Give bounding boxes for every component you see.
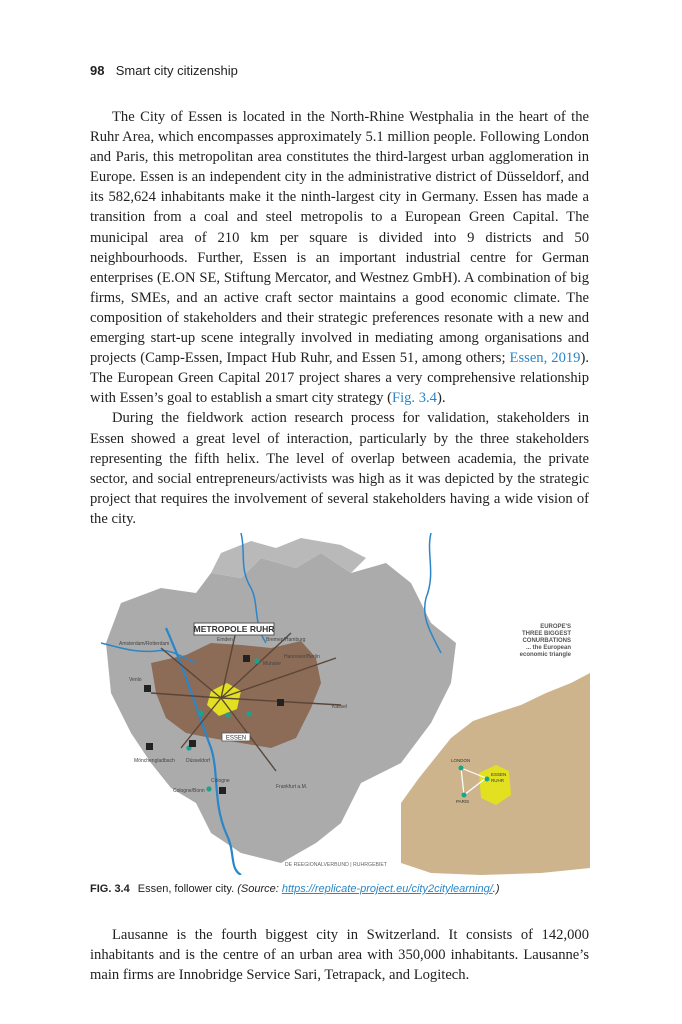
inset-label-essen: ESSEN xyxy=(491,772,507,777)
lausanne-text xyxy=(90,925,589,985)
map-image xyxy=(101,533,590,875)
caption-label: FIG. 3.4 xyxy=(90,883,130,895)
caption-source-link[interactable]: https://replicate-project.eu/city2citylearning/ xyxy=(281,883,493,895)
label-dusseldorf: Düsseldorf xyxy=(186,758,210,764)
label-hannover: Hannover/Berlin xyxy=(284,654,320,660)
inset-title-4: ... the European xyxy=(525,645,571,651)
label-monchengladbach: Mönchengladbach xyxy=(134,758,175,764)
label-frankfurt: Frankfurt a.M. xyxy=(276,784,308,790)
paragraph-lausanne: Lausanne is the fourth biggest city in Switzerland. It consists of 142,000 inhabitants and is the centre of an urban area with 350,000 inhabitants. Lausanne’s main firms are Innobridge Service Sari, Tetrapack, and Logitech. xyxy=(90,927,589,984)
label-munster: Münster xyxy=(263,661,282,667)
label-amsterdam: Amsterdam/Rotterdam xyxy=(119,641,170,647)
map-credit: DE REEGIONALVERBUND | RUHRGEBIET xyxy=(284,862,388,868)
caption-source-suffix: .) xyxy=(492,883,500,895)
figure-caption xyxy=(90,883,500,895)
paragraph-text: The City of Essen is located in the North-Rhine Westphalia in the heart of the Ruhr Area, which encompasses approximately 5.1 million people. Following London and Paris, this metropolitan area constitutes the third-largest urban agglomeration in Europe. Essen is an independent city in the administrative district of Düsseldorf, and its 582,624 inhabitants make it the ninth-largest city in Germany. Essen has made a transition from a coal and steel metropolis to a European Green Capital. The municipal area of 210 km per square is divided into 9 districts and 50 neighbourhoods. Further, Essen is an important industrial centre for German enterprises (E.ON SE, Stiftung Mercator, and Westnez GmbH). A combination of big firms, SMEs, and an active craft sector maintains a good economic climate. The composition of stakeholders and their strategic preferences resonate with a new and emerging start-up scene integrally involved in mediating among organisations and projects (Camp-Essen, Impact Hub Ruhr, and Essen 51, among others; xyxy=(90,109,589,367)
label-kassel: Kassel xyxy=(332,704,348,710)
label-venlo: Venlo xyxy=(129,677,142,683)
figure-reference-link[interactable]: Fig. 3.4 xyxy=(391,390,437,407)
caption-text: Essen, follower city. xyxy=(137,883,238,895)
label-essen: ESSEN xyxy=(225,735,247,742)
inset-label-ruhr: RUHR xyxy=(491,778,504,783)
paragraph-essen xyxy=(90,107,589,408)
paragraph-fieldwork: During the fieldwork action research process for validation, stakeholders in Essen showed a great level of interaction, particularly by the three stakeholders representing the fifth helix. The level of overlap between academia, the private sector, and social entrepreneurs/activists was high as it was depicted by the strategic project that requires the involvement of several stakeholders having a wide vision of the city. xyxy=(90,410,589,527)
label-cologne: Cologne xyxy=(211,778,230,784)
inset-label-london: LONDON xyxy=(451,758,471,763)
label-cologne-bonn: Cologne/Bonn xyxy=(173,788,205,794)
label-bremen: Bremen/Hamburg xyxy=(266,637,306,643)
paragraph-text: ). xyxy=(436,390,446,407)
label-emden: Emden xyxy=(217,637,233,643)
caption-source-prefix: (Source: xyxy=(237,883,282,895)
running-header xyxy=(90,63,238,79)
inset-title-3: CONURBATIONS xyxy=(522,638,571,644)
main-text xyxy=(90,107,589,529)
citation-link[interactable]: Essen, 2019 xyxy=(509,350,581,367)
inset-title-2: THREE BIGGEST xyxy=(521,631,571,637)
map-title: METROPOLE RUHR xyxy=(193,624,275,634)
running-title: Smart city citizenship xyxy=(115,63,238,78)
inset-title-1: EUROPE'S xyxy=(540,624,571,630)
paragraph-text: ). The European Green Capital 2017 project shares a very comprehensive relationship with Essen’s goal to establish a smart city strategy ( xyxy=(90,350,589,407)
figure-map xyxy=(101,533,590,875)
inset-label-paris: PARIS xyxy=(456,799,470,804)
page-number: 98 xyxy=(90,63,105,78)
inset-title-5: economic triangle xyxy=(519,652,571,658)
